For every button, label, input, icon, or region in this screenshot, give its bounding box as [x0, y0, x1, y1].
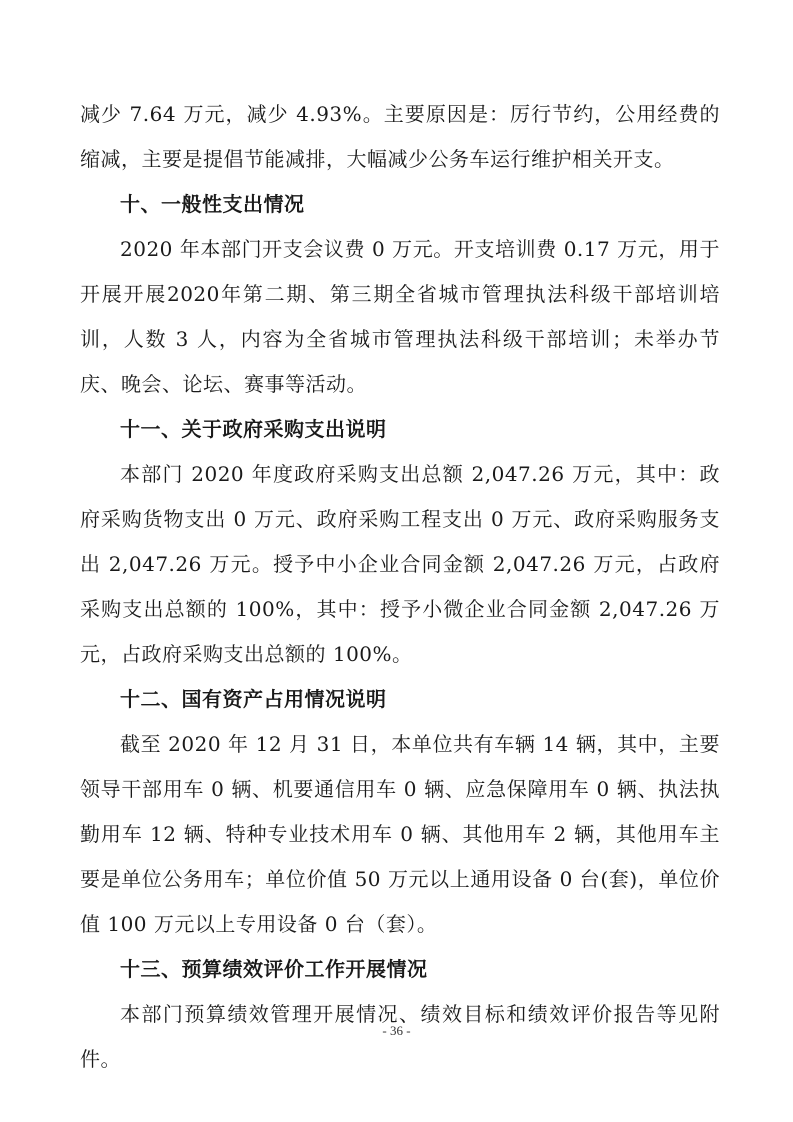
section-heading-general-expenditure: 十、一般性支出情况: [120, 192, 305, 216]
section-heading-performance-evaluation: 十三、预算绩效评价工作开展情况: [120, 957, 428, 981]
section-heading-government-procurement: 十一、关于政府采购支出说明: [120, 417, 387, 441]
paragraph-general-expenditure: 2020 年本部门开支会议费 0 万元。开支培训费 0.17 万元，用于开展开展2020年第二期、第三期全省城市管理执法科级干部培训培训，人数 3 人，内容为全省城市管理执法科级干部培训；未举办节庆、晚会、论坛、赛事等活动。: [80, 237, 720, 396]
paragraph-continuation: 减少 7.64 万元，减少 4.93%。主要原因是：厉行节约，公用经费的缩减，主要是提倡节能减排，大幅减少公务车运行维护相关开支。: [80, 102, 720, 171]
page-number: - 36 -: [382, 1023, 411, 1038]
section-heading-state-assets: 十二、国有资产占用情况说明: [120, 687, 387, 711]
document-body: [80, 92, 720, 1082]
paragraph-state-assets: 截至 2020 年 12 月 31 日，本单位共有车辆 14 辆，其中，主要领导干部用车 0 辆、机要通信用车 0 辆、应急保障用车 0 辆、执法执勤用车 12 辆、特种专业技术用车 0 辆、其他用车 2 辆，其他用车主要是单位公务用车；单位价值 50 万元以上通用设备 0 台(套)，单位价值 100 万元以上专用设备 0 台（套）。: [80, 732, 720, 936]
paragraph-performance-evaluation: 本部门预算绩效管理开展情况、绩效目标和绩效评价报告等见附件。: [80, 1002, 720, 1071]
paragraph-government-procurement: 本部门 2020 年度政府采购支出总额 2,047.26 万元，其中：政府采购货物支出 0 万元、政府采购工程支出 0 万元、政府采购服务支出 2,047.26 万元。授予中小企业合同金额 2,047.26 万元，占政府采购支出总额的 100%，其中：授予小微企业合同金额 2,047.26 万元，占政府采购支出总额的 100%。: [80, 462, 720, 666]
